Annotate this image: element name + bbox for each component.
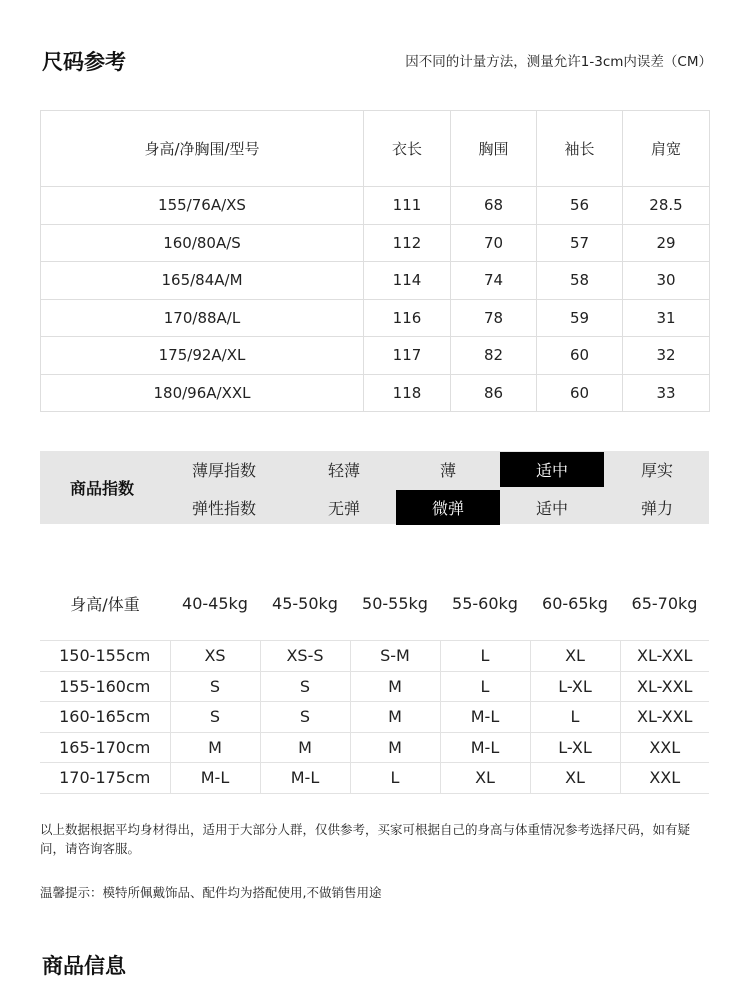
height-weight-table	[40, 640, 709, 794]
table-cell: 117	[364, 337, 451, 375]
table-cell: 59	[537, 299, 623, 337]
table-cell: 30	[623, 262, 710, 300]
table-cell: XXL	[620, 763, 709, 794]
header-sleeve: 袖长	[537, 111, 623, 187]
table-cell: XL	[530, 641, 620, 672]
table-cell: 60	[537, 337, 623, 375]
thickness-option: 厚实	[640, 461, 673, 480]
table-row	[41, 187, 710, 225]
elasticity-option: 微弹	[396, 490, 500, 525]
table-row	[40, 641, 709, 672]
table-row	[41, 224, 710, 262]
table-cell: 74	[451, 262, 537, 300]
header-weight-range: 60-65kg	[542, 593, 608, 613]
table-cell: XS-S	[260, 641, 350, 672]
table-cell: 155-160cm	[40, 671, 170, 702]
thickness-option: 薄	[439, 461, 456, 480]
table-cell: XL	[440, 763, 530, 794]
table-cell: L	[350, 763, 440, 794]
table-cell: 32	[623, 337, 710, 375]
table-cell: 160-165cm	[40, 702, 170, 733]
header-shoulder: 肩宽	[623, 111, 710, 187]
header-length: 衣长	[364, 111, 451, 187]
thickness-option: 适中	[500, 452, 604, 487]
table-cell: S-M	[350, 641, 440, 672]
table-cell: 150-155cm	[40, 641, 170, 672]
header-size-model: 身高/净胸围/型号	[41, 111, 364, 187]
elasticity-option: 无弹	[327, 499, 360, 518]
product-info-title: 商品信息	[42, 954, 126, 978]
table-cell: XL-XXL	[620, 702, 709, 733]
size-reference-title: 尺码参考	[42, 50, 126, 74]
table-cell: M	[350, 702, 440, 733]
table-row	[40, 763, 709, 794]
elasticity-option: 适中	[535, 499, 568, 518]
table-cell: S	[170, 671, 260, 702]
table-cell: M-L	[440, 732, 530, 763]
elasticity-index-row	[40, 490, 709, 525]
table-cell: 60	[537, 374, 623, 412]
size-reference-table	[40, 110, 710, 412]
table-row	[41, 374, 710, 412]
size-table-header-row	[41, 111, 710, 187]
product-index-title: 商品指数	[69, 479, 134, 498]
table-cell: S	[260, 702, 350, 733]
table-cell: L-XL	[530, 732, 620, 763]
table-cell: 33	[623, 374, 710, 412]
header-weight-range: 50-55kg	[362, 593, 428, 613]
table-cell: M	[350, 671, 440, 702]
table-row	[41, 262, 710, 300]
table-row	[41, 337, 710, 375]
accessories-tip: 温馨提示：模特所佩戴饰品、配件均为搭配使用,不做销售用途	[40, 885, 382, 900]
table-row	[40, 671, 709, 702]
table-cell: XL-XXL	[620, 671, 709, 702]
table-cell: M	[170, 732, 260, 763]
table-cell: 180/96A/XXL	[41, 374, 364, 412]
table-cell: 165/84A/M	[41, 262, 364, 300]
table-cell: 29	[623, 224, 710, 262]
table-cell: S	[260, 671, 350, 702]
table-cell: 155/76A/XS	[41, 187, 364, 225]
measurement-note: 因不同的计量方法，测量允许1-3cm内误差（CM）	[405, 54, 712, 70]
table-cell: M-L	[170, 763, 260, 794]
elasticity-index-label: 弹性指数	[191, 499, 256, 518]
table-cell: 111	[364, 187, 451, 225]
header-height-weight: 身高/体重	[70, 594, 140, 614]
table-cell: M	[260, 732, 350, 763]
header-chest: 胸围	[451, 111, 537, 187]
table-cell: 31	[623, 299, 710, 337]
table-cell: 70	[451, 224, 537, 262]
table-cell: M	[350, 732, 440, 763]
table-cell: 118	[364, 374, 451, 412]
table-cell: 58	[537, 262, 623, 300]
table-cell: 68	[451, 187, 537, 225]
table-cell: 114	[364, 262, 451, 300]
header-weight-range: 45-50kg	[272, 593, 338, 613]
table-cell: 175/92A/XL	[41, 337, 364, 375]
table-cell: XXL	[620, 732, 709, 763]
table-cell: M-L	[260, 763, 350, 794]
thickness-index-label: 薄厚指数	[191, 461, 256, 480]
thickness-index-row	[40, 452, 709, 487]
table-cell: 160/80A/S	[41, 224, 364, 262]
table-cell: 116	[364, 299, 451, 337]
table-cell: 78	[451, 299, 537, 337]
table-cell: 112	[364, 224, 451, 262]
product-index-panel	[40, 451, 709, 524]
table-cell: 82	[451, 337, 537, 375]
table-cell: XL-XXL	[620, 641, 709, 672]
table-cell: XL	[530, 763, 620, 794]
header-weight-range: 65-70kg	[631, 593, 698, 613]
table-cell: L	[530, 702, 620, 733]
table-cell: 28.5	[623, 187, 710, 225]
table-row	[40, 732, 709, 763]
height-weight-header	[40, 583, 709, 623]
thickness-option: 轻薄	[327, 461, 360, 480]
table-row	[40, 702, 709, 733]
header-weight-range: 55-60kg	[452, 593, 518, 613]
size-disclaimer: 以上数据根据平均身材得出，适用于大部分人群，仅供参考，买家可根据自己的身高与体重情况参考选择尺码，如有疑问，请咨询客服。	[40, 822, 691, 856]
table-cell: 170-175cm	[40, 763, 170, 794]
table-cell: L	[440, 641, 530, 672]
table-cell: 86	[451, 374, 537, 412]
table-cell: 56	[537, 187, 623, 225]
table-row	[41, 299, 710, 337]
table-cell: M-L	[440, 702, 530, 733]
table-cell: 165-170cm	[40, 732, 170, 763]
header-weight-range: 40-45kg	[182, 593, 248, 613]
table-cell: XS	[170, 641, 260, 672]
elasticity-option: 弹力	[640, 499, 673, 518]
table-cell: L-XL	[530, 671, 620, 702]
table-cell: 57	[537, 224, 623, 262]
table-cell: L	[440, 671, 530, 702]
table-cell: 170/88A/L	[41, 299, 364, 337]
table-cell: S	[170, 702, 260, 733]
